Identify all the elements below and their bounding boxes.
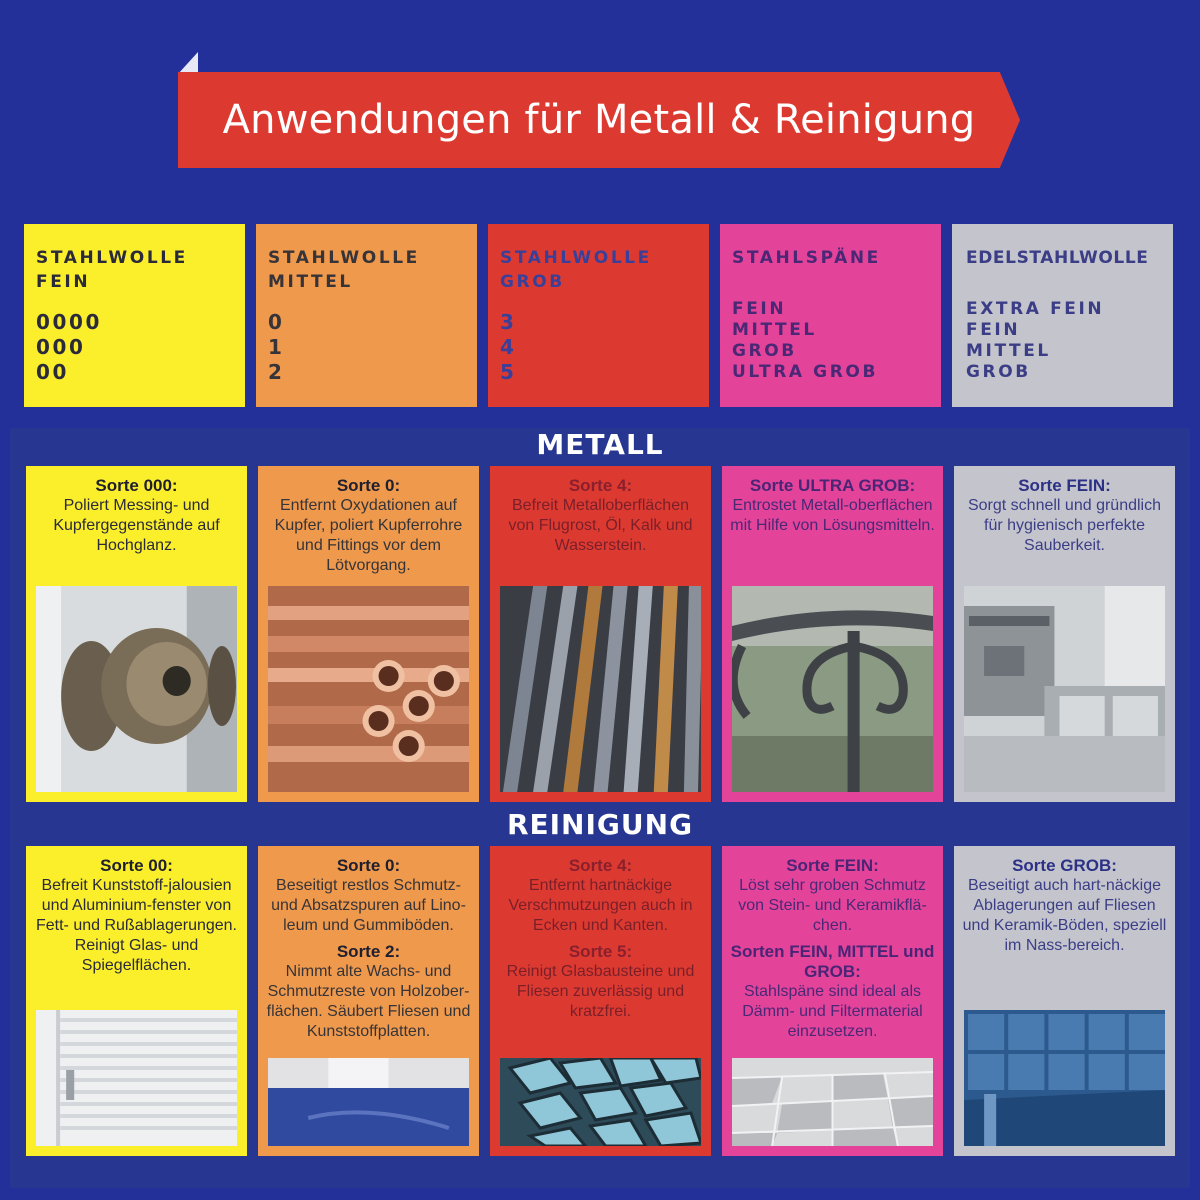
legend-stahlwolle-grob bbox=[488, 224, 709, 407]
card-text: Befreit Kunststoff-jalousien und Aluminium-fenster von Fett- und Rußablagerungen. Reinigt Glas- und Spiegelflächen. bbox=[35, 877, 237, 974]
reinigung-card-yellow bbox=[26, 846, 247, 1156]
card-text: Befreit Metalloberflächen von Flugrost, Öl, Kalk und Wasserstein. bbox=[508, 497, 693, 554]
window-blinds-photo bbox=[36, 1010, 237, 1146]
metall-card-grey bbox=[954, 466, 1175, 802]
card-text: Beseitigt auch hart-näckige Ablagerungen auf Fliesen und Keramik-Böden, speziell im Nass-bereich. bbox=[962, 877, 1167, 954]
banner-fold bbox=[178, 52, 198, 74]
reinigung-card-grey bbox=[954, 846, 1175, 1156]
card-text-2: Nimmt alte Wachs- und Schmutzreste von Holzober-flächen. Säubert Fliesen und Kunststoffplatten. bbox=[266, 963, 471, 1040]
steel-kitchen-photo bbox=[964, 586, 1165, 792]
legend-values: 3 4 5 bbox=[500, 310, 517, 384]
card-sort: Sorte 4: bbox=[568, 856, 633, 875]
legend-stahlwolle-mittel bbox=[256, 224, 477, 407]
blue-tiles-photo bbox=[964, 1010, 1165, 1146]
reinigung-card-pink bbox=[722, 846, 943, 1156]
legend-values: EXTRA FEIN FEIN MITTEL GROB bbox=[966, 299, 1105, 382]
reinigung-card-red bbox=[490, 846, 711, 1156]
rebar-photo bbox=[500, 586, 701, 792]
reinigung-card-orange bbox=[258, 846, 479, 1156]
legend-heading: STAHLWOLLE MITTEL bbox=[268, 248, 420, 292]
metall-card-red bbox=[490, 466, 711, 802]
card-sort: Sorte 000: bbox=[95, 476, 178, 495]
card-text-2: Reinigt Glasbausteine und Fliesen zuverlässig und kratzfrei. bbox=[506, 963, 695, 1020]
floor-tiles-photo bbox=[732, 1058, 933, 1146]
card-sort-2: Sorte 5: bbox=[568, 942, 633, 961]
card-text: Löst sehr groben Schmutz von Stein- und Keramikflä-chen. bbox=[738, 877, 927, 934]
card-text: Poliert Messing- und Kupfergegenstände auf Hochglanz. bbox=[53, 497, 220, 554]
legend-values: 0000 000 00 bbox=[36, 310, 103, 384]
legend-heading: STAHLSPÄNE bbox=[732, 248, 881, 268]
card-text: Entfernt hartnäckige Verschmutzungen auch in Ecken und Kanten. bbox=[508, 877, 693, 934]
metall-card-orange bbox=[258, 466, 479, 802]
legend-stahlspaene bbox=[720, 224, 941, 407]
legend-stahlwolle-fein bbox=[24, 224, 245, 407]
blue-floor-photo bbox=[268, 1058, 469, 1146]
wrought-iron-photo bbox=[732, 586, 933, 792]
card-sort: Sorte 00: bbox=[100, 856, 173, 875]
legend-values: 0 1 2 bbox=[268, 310, 285, 384]
card-sort: Sorte FEIN: bbox=[1018, 476, 1111, 495]
card-text: Entrostet Metall-oberflächen mit Hilfe von Lösungsmitteln. bbox=[730, 497, 935, 534]
card-text: Entfernt Oxydationen auf Kupfer, poliert Kupferrohre und Fittings vor dem Lötvorgang. bbox=[274, 497, 463, 574]
card-sort-2: Sorten FEIN, MITTEL und GROB: bbox=[730, 942, 935, 981]
copper-pipes-photo bbox=[268, 586, 469, 792]
legend-values: FEIN MITTEL GROB ULTRA GROB bbox=[732, 299, 879, 382]
legend-heading: STAHLWOLLE FEIN bbox=[36, 248, 188, 292]
legend-edelstahlwolle bbox=[952, 224, 1173, 407]
card-sort: Sorte 0: bbox=[336, 476, 401, 495]
card-text: Sorgt schnell und gründlich für hygienisch perfekte Sauberkeit. bbox=[967, 497, 1161, 554]
card-sort: Sorte ULTRA GROB: bbox=[749, 476, 916, 495]
card-sort: Sorte 0: bbox=[336, 856, 401, 875]
card-sort: Sorte FEIN: bbox=[786, 856, 879, 875]
card-sort: Sorte GROB: bbox=[1012, 856, 1117, 875]
section-title-reinigung: REINIGUNG bbox=[506, 808, 694, 841]
door-knob-photo bbox=[36, 586, 237, 792]
legend-heading: EDELSTAHLWOLLE bbox=[966, 248, 1149, 268]
metall-card-yellow bbox=[26, 466, 247, 802]
card-sort: Sorte 4: bbox=[568, 476, 633, 495]
section-title-metall: METALL bbox=[536, 428, 664, 461]
glass-blocks-photo bbox=[500, 1058, 701, 1146]
legend-heading: STAHLWOLLE GROB bbox=[500, 248, 652, 292]
page-title: Anwendungen für Metall & Reinigung bbox=[222, 97, 976, 143]
card-text-2: Stahlspäne sind ideal als Dämm- und Filtermaterial einzusetzen. bbox=[742, 983, 923, 1040]
card-sort-2: Sorte 2: bbox=[336, 942, 401, 961]
metall-card-pink bbox=[722, 466, 943, 802]
card-text: Beseitigt restlos Schmutz- und Absatzspuren auf Lino-leum und Gummiböden. bbox=[271, 877, 466, 934]
